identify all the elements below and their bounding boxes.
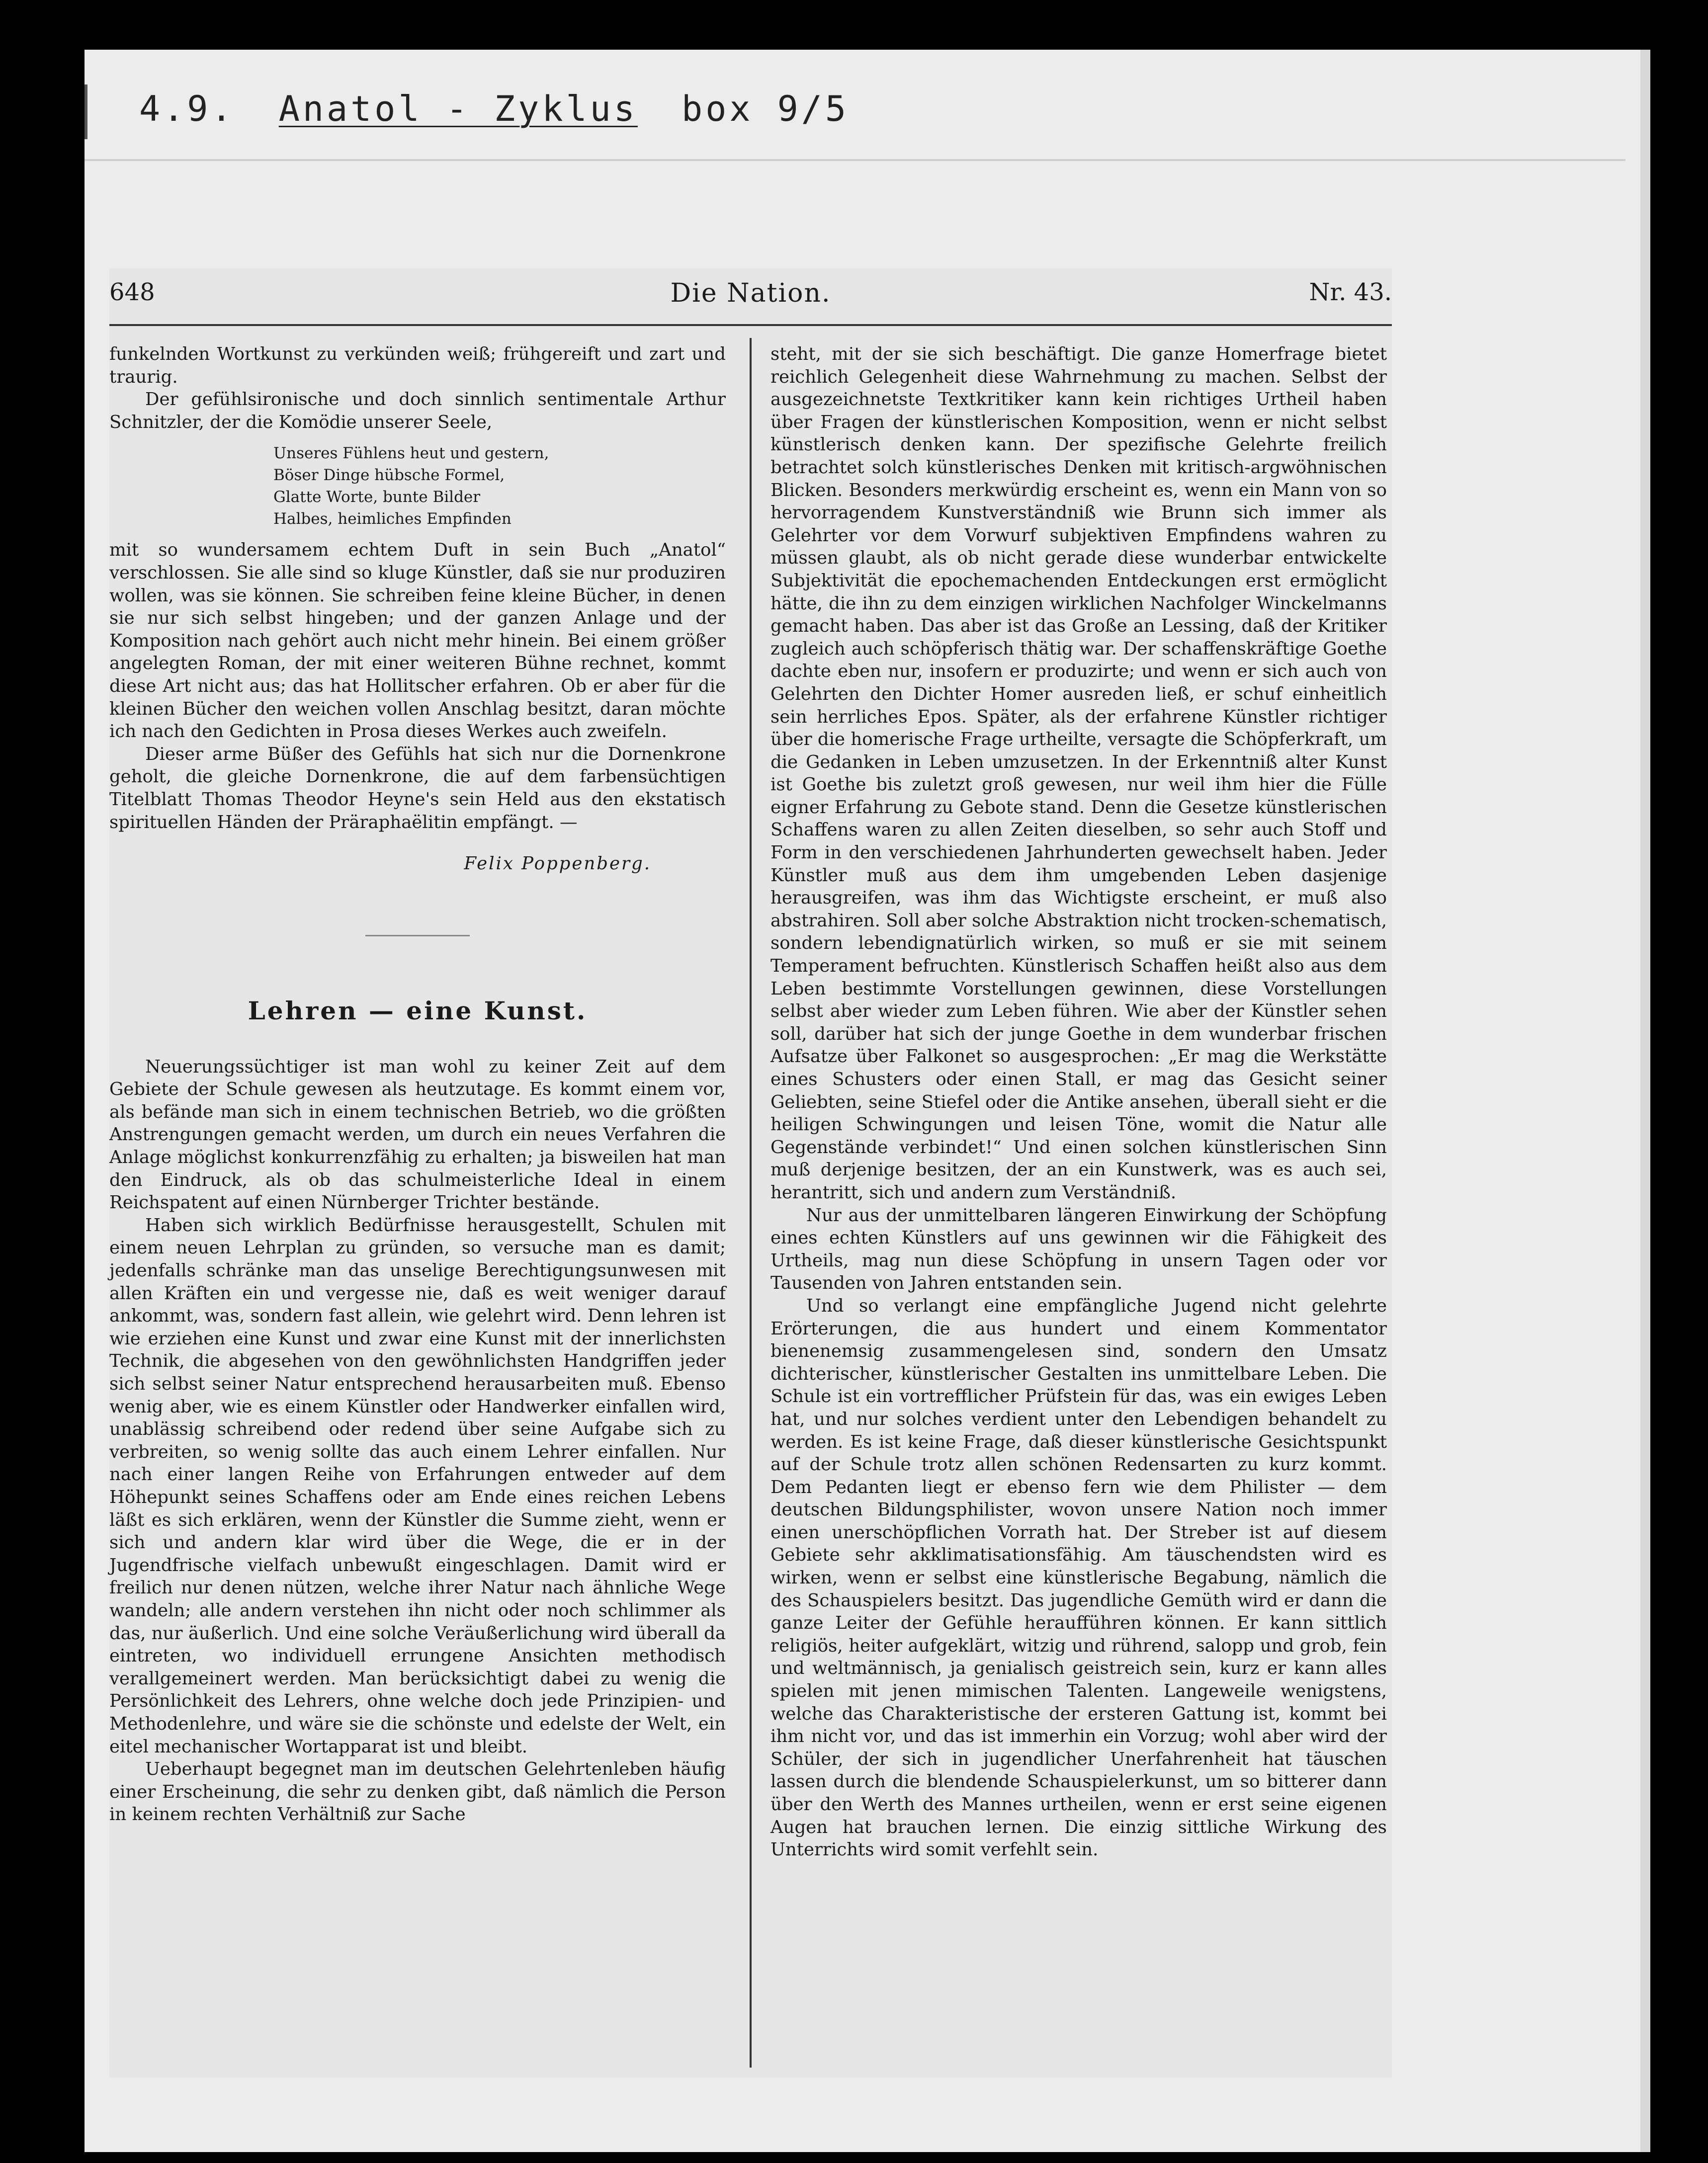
paragraph: Neuerungssüchtiger ist man wohl zu keiner Zeit auf dem Gebiete der Schule gewesen als heutzutage. Es kommt einem vor, als befände man sich in einem technischen Betrieb, wo die größten Anstrengungen gemacht werden, um durch ein neues Verfahren die Anlage möglichst konkurrenzfähig zu erhalten; ja bisweilen hat man den Eindruck, als ob das schulmeisterliche Ideal in einem Reichspatent auf einen Nürnberger Trichter bestände.	[109, 1056, 726, 1213]
archive-title: Anatol - Zyklus	[278, 88, 638, 129]
paragraph: Der gefühlsironische und doch sinnlich sentimentale Arthur Schnitzler, der die Komödie unserer Seele,	[109, 389, 726, 432]
verse-line: Böser Dinge hübsche Formel,	[273, 466, 505, 485]
issue-number: Nr. 43.	[1309, 278, 1392, 306]
journal-title: Die Nation.	[670, 278, 831, 308]
paragraph: mit so wundersamem echtem Duft in sein Buch „Anatol“ verschlossen. Sie alle sind so kluge Künstler, daß sie nur produziren wollen, was sie können. Sie schreiben feine kleine Bücher, in denen sie nur sich selbst hingeben; und der ganzen Anlage und der Komposition nach gehört auch nicht mehr hinein. Bei einem größer angelegten Roman, der mit einer weiteren Bühne rechnet, kommt diese Art nicht aus; das hat Hollitscher erfahren. Ob er aber für die kleinen Bücher den weichen vollen Anschlag besitzt, daran möchte ich nach den Gedichten in Prosa dieses Werkes auch zweifeln.	[109, 540, 726, 742]
verse-line: Unseres Fühlens heut und gestern,	[273, 444, 549, 463]
paragraph: Und so verlangt eine empfängliche Jugend nicht gelehrte Erörterungen, die aus hundert und einem Kommentator bienenemsig zusammengelesen sind, sondern den Umsatz dichterischer, künstlerischer Gestalten ins unmittelbare Leben. Die Schule ist ein vortrefflicher Prüfstein für das, was ein ewiges Leben hat, und nur solches verdient unter den Lebendigen behandelt zu werden. Es ist keine Frage, daß dieser künstlerische Gesichtspunkt auf der Schule trotz allen schönen Redensarten zu kurz kommt. Dem Pedanten liegt er ebenso fern wie dem Philister — dem deutschen Bildungsphilister, wovon unsere Nation noch immer einen unerschöpflichen Vorrath hat. Der Streber ist auf diesem Gebiete sehr akklimatisationsfähig. Am täuschendsten wird es wirken, wenn er selbst eine künstlerische Begabung, nämlich die des Schauspielers besitzt. Das jugendliche Gemüth wird er dann die ganze Leiter der Gefühle heraufführen können. Er kann sittlich religiös, heiter aufgeklärt, witzig und rührend, salopp und grob, fein und weltmännisch, ja genialisch geistreich sein, kurz er kann alles spielen mit jenen mimischen Talenten. Langeweile wenigstens, welche das Charakteristische der ersteren Gattung ist, kommt bei ihm nicht vor, und das ist immerhin ein Vorzug; wohl aber wird der Schüler, der sich in jugendlicher Unerfahrenheit hat täuschen lassen durch die blendende Schauspielerkunst, um so bitterer dann über den Werth des Mannes urtheilen, wenn er erst seine eigenen Augen hat brauchen lernen. Die einzig sittliche Wirkung des Unterrichts wird somit verfehlt sein.	[770, 1295, 1387, 1860]
paragraph: Nur aus der unmittelbaren längeren Einwirkung der Schöpfung eines echten Künstlers auf uns gewinnen wir die Fähigkeit des Urtheils, mag nun diese Schöpfung in unsern Tagen oder vor Tausenden von Jahren entstanden sein.	[770, 1205, 1387, 1294]
paragraph: Haben sich wirklich Bedürfnisse herausgestellt, Schulen mit einem neuen Lehrplan zu gründen, so versuche man es damit; jedenfalls schränke man das unselige Berechtigungsunwesen mit allen Kräften ein und vergesse nie, daß es weit weniger darauf ankommt, was, sondern fast allein, wie gelehrt wird. Denn lehren ist wie erziehen eine Kunst und zwar eine Kunst mit der innerlichsten Technik, die abgesehen von den gewöhnlichsten Handgriffen jeder sich selbst seiner Natur entsprechend herausarbeiten muß. Ebenso wenig aber, wie es einem Künstler oder Handwerker einfallen wird, unablässig schreibend oder redend über seine Aufgabe sich zu verbreiten, so wenig sollte das auch einem Lehrer einfallen. Nur nach einer langen Reihe von Erfahrungen entweder auf dem Höhepunkt seines Schaffens oder am Ende eines reichen Lebens läßt es sich erklären, wenn der Künstler die Summe zieht, wenn er sich und andern klar wird über die Wege, die er in der Jugendfrische vielfach unbewußt eingeschlagen. Damit wird er freilich nur denen nützen, welche ihrer Natur nach ähnliche Wege wandeln; alle andern verstehen ihn nicht oder noch schlimmer als das, nur äußerlich. Und eine solche Veräußerlichung wird überall da eintreten, wo individuell errungene Ansichten methodisch verallgemeinert werden. Man berücksichtigt dabei zu wenig die Persönlichkeit des Lehrers, ohne welche doch jede Prinzipien- und Methodenlehre, und wäre sie die schönste und edelste der Welt, ein eitel mechanischer Wortapparat ist und bleibt.	[109, 1215, 726, 1757]
newspaper-page	[109, 268, 1392, 2078]
archive-label	[139, 88, 869, 129]
page-header	[109, 268, 1392, 328]
page-number: 648	[109, 278, 155, 306]
column-rule	[750, 338, 752, 2068]
archive-number: 4.9.	[139, 88, 235, 129]
verse-line: Halbes, heimliches Empfinden	[273, 510, 512, 528]
article-heading: Lehren — eine Kunst.	[248, 996, 588, 1025]
paragraph: Dieser arme Büßer des Gefühls hat sich nur die Dornenkrone geholt, die gleiche Dornenkrone, die auf dem farbensüchtigen Titelblatt Thomas Theodor Heyne's sein Held aus den ekstatisch spirituellen Händen der Präraphaëlitin empfängt. —	[109, 744, 726, 832]
verse-quote	[273, 442, 726, 530]
author-signature: Felix Poppenberg.	[464, 853, 651, 874]
paragraph: funkelnden Wortkunst zu verkünden weiß; frühgereift und zart und traurig.	[109, 344, 726, 387]
right-column	[770, 343, 1387, 1861]
label-divider	[85, 159, 1625, 161]
article-separator	[365, 935, 470, 936]
paragraph: steht, mit der sie sich beschäftigt. Die ganze Homerfrage bietet reichlich Gelegenheit diese Wahrnehmung zu machen. Selbst der ausgezeichnetste Textkritiker kann kein richtiges Urtheil haben über Fragen der künstlerischen Komposition, wenn er nicht selbst künstlerisch denken kann. Der spezifische Gelehrte freilich betrachtet solch künstlerisches Denken mit kritisch-argwöhnischen Blicken. Besonders merkwürdig erscheint es, wenn ein Mann von so hervorragendem Kunstverständniß wie Brunn sich immer als Gelehrter vor dem Vorwurf subjektiven Empfindens wahren zu müssen glaubt, als ob nicht gerade diese wunderbar entwickelte Subjektivität die epochemachenden Entdeckungen erst ermöglicht hätte, die ihn zu dem einzigen wirklichen Nachfolger Winckelmanns gemacht haben. Das aber ist das Große an Lessing, daß der Kritiker zugleich auch schöpferisch thätig war. Der schaffenskräftige Goethe dachte eben nur, insofern er produzirte; und wenn er sich auch von Gelehrten den Dichter Homer ausreden ließ, er schuf einheitlich sein herrliches Epos. Später, als der erfahrene Künstler richtiger über die homerische Frage urtheilte, versagte die Schöpferkraft, um die Gedanken in Leben umzusetzen. In der Erkenntniß alter Kunst ist Goethe bis zuletzt groß gewesen, nur weil ihm hier die Fülle eigner Erfahrung zu Gebote stand. Denn die Gesetze künstlerischen Schaffens waren zu allen Zeiten dieselben, so sehr auch Stoff und Form in den verschiedenen Jahrhunderten gewechselt haben. Jeder Künstler muß aus dem ihm umgebenden Leben dasjenige herausgreifen, was ihm das Wichtigste erscheint, er muß also abstrahiren. Soll aber solche Abstraktion nicht trocken-schematisch, sondern lebendignatürlich wirken, so muß er sie mit seinem Temperament befruchten. Künstlerisch Schaffen heißt also aus dem Leben bestimmte Vorstellungen gewinnen, diese Vorstellungen selbst aber wieder zum Leben führen. Wie aber der Künstler sehen soll, darüber hat sich der junge Goethe in dem wunderbar frischen Aufsatze über Falkonet so ausgesprochen: „Er mag die Werkstätte eines Schusters oder einen Stall, er mag das Gesicht seiner Geliebten, seine Stiefel oder die Antike ansehen, überall sieht er die heiligen Schwingungen und leisen Töne, womit die Natur alle Gegenstände verbindet!“ Und einen solchen künstlerischen Sinn muß derjenige besitzen, der an ein Kunstwerk, was es auch sei, herantritt, sich und andern zum Verständniß.	[770, 344, 1387, 1203]
left-column	[109, 343, 726, 1826]
header-rule	[109, 324, 1392, 326]
paragraph: Ueberhaupt begegnet man im deutschen Gelehrtenleben häufig einer Erscheinung, die sehr zu denken gibt, daß nämlich die Person in keinem rechten Verhältniß zur Sache	[109, 1759, 726, 1825]
archive-box: box 9/5	[682, 88, 850, 129]
verse-line: Glatte Worte, bunte Bilder	[273, 488, 481, 506]
label-margin-mark	[85, 84, 87, 139]
